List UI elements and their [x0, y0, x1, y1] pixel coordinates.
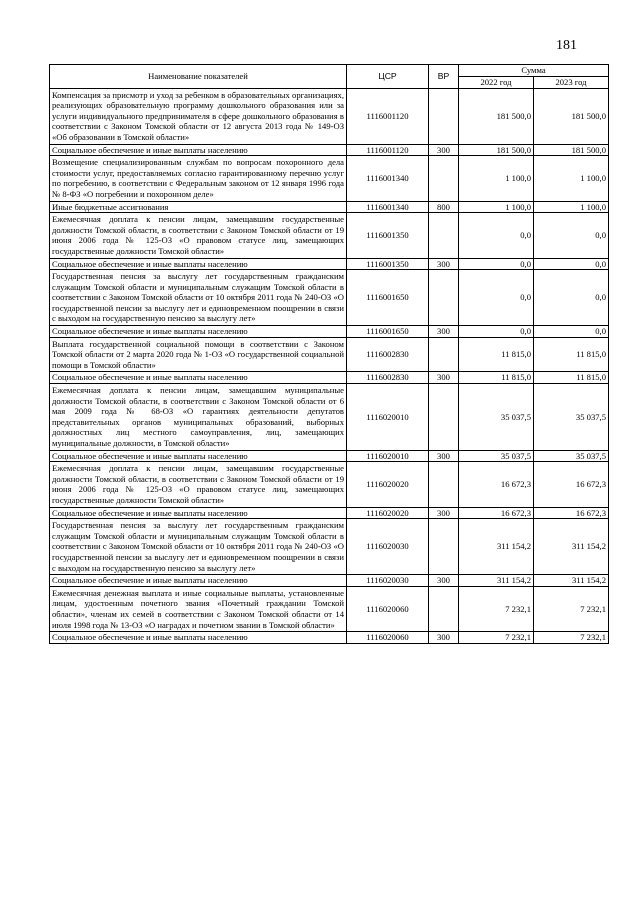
row-2023-cell: 311 154,2 [534, 575, 609, 587]
row-name-cell: Иные бюджетные ассигнования [50, 201, 347, 213]
table-row-program [50, 519, 609, 575]
row-vr-cell [429, 586, 459, 631]
row-vr-cell: 300 [429, 326, 459, 338]
row-vr-cell [429, 88, 459, 144]
row-vr-cell: 300 [429, 258, 459, 270]
row-name-cell: Государственная пенсия за выслугу лет государственным гражданским служащим Томской области и муниципальным служащим Томской области в соответствии с Законом Томской области от 10 октября 2011 года № 240-ОЗ «О государственной пенсии за выслугу лет и единовременном поощрении в связи с выходом на государственную пенсию за выслугу лет» [50, 519, 347, 575]
row-csr-cell: 1116020010 [347, 384, 429, 451]
row-2022-cell: 35 037,5 [459, 384, 534, 451]
table-row-expense-type [50, 326, 609, 338]
row-name-cell: Возмещение специализированным службам по вопросам похоронного дела стоимости услуг, предоставляемых согласно гарантированному перечню услуг по погребению, в соответствии с Федеральным законом от 12 января 1996 года № 8-ФЗ «О погребении и похоронном деле» [50, 156, 347, 201]
table-row-expense-type [50, 201, 609, 213]
row-csr-cell: 1116001650 [347, 326, 429, 338]
row-csr-cell: 1116020030 [347, 519, 429, 575]
table-row-program [50, 156, 609, 201]
row-2023-cell: 311 154,2 [534, 519, 609, 575]
row-name-cell: Социальное обеспечение и иные выплаты населению [50, 372, 347, 384]
table-row-program [50, 462, 609, 507]
row-vr-cell: 300 [429, 632, 459, 644]
header-name: Наименование показателей [50, 65, 347, 89]
row-2023-cell: 1 100,0 [534, 156, 609, 201]
row-2022-cell: 0,0 [459, 213, 534, 258]
row-2022-cell: 7 232,1 [459, 586, 534, 631]
table-row-program [50, 88, 609, 144]
row-vr-cell: 300 [429, 450, 459, 462]
row-2023-cell: 16 672,3 [534, 462, 609, 507]
table-row-program [50, 270, 609, 326]
row-2022-cell: 181 500,0 [459, 144, 534, 156]
row-2023-cell: 0,0 [534, 270, 609, 326]
row-name-cell: Социальное обеспечение и иные выплаты населению [50, 144, 347, 156]
row-name-cell: Ежемесячная доплата к пенсии лицам, замещавшим государственные должности Томской области, в соответствии с Законом Томской области от 19 июня 2006 года № 125-ОЗ «О правовом статусе лиц, замещающих государственные должности Томской области» [50, 213, 347, 258]
row-csr-cell: 1116001650 [347, 270, 429, 326]
row-vr-cell: 300 [429, 372, 459, 384]
table-row-expense-type [50, 450, 609, 462]
row-name-cell: Социальное обеспечение и иные выплаты населению [50, 575, 347, 587]
table-row-program [50, 337, 609, 372]
row-vr-cell [429, 270, 459, 326]
table-row-expense-type [50, 258, 609, 270]
page-number: 181 [556, 38, 577, 53]
row-csr-cell: 1116001350 [347, 258, 429, 270]
row-2023-cell: 181 500,0 [534, 88, 609, 144]
row-name-cell: Социальное обеспечение и иные выплаты населению [50, 450, 347, 462]
row-2022-cell: 35 037,5 [459, 450, 534, 462]
row-csr-cell: 1116020060 [347, 586, 429, 631]
row-name-cell: Социальное обеспечение и иные выплаты населению [50, 258, 347, 270]
row-name-cell: Выплата государственной социальной помощи в соответствии с Законом Томской области от 2 марта 2020 года № 1-ОЗ «О государственной социальной помощи в Томской области» [50, 337, 347, 372]
row-2023-cell: 0,0 [534, 326, 609, 338]
row-name-cell: Ежемесячная доплата к пенсии лицам, замещавшим государственные должности Томской области, в соответствии с Законом Томской области от 19 июня 2006 года № 125-ОЗ «О правовом статусе лиц, замещающих государственные должности Томской области» [50, 462, 347, 507]
table-body [50, 88, 609, 643]
row-vr-cell [429, 462, 459, 507]
row-csr-cell: 1116001120 [347, 88, 429, 144]
table-row-program [50, 586, 609, 631]
row-2022-cell: 0,0 [459, 258, 534, 270]
row-csr-cell: 1116001120 [347, 144, 429, 156]
header-sum: Сумма [459, 65, 609, 77]
row-vr-cell: 300 [429, 144, 459, 156]
row-2022-cell: 1 100,0 [459, 156, 534, 201]
table-row-expense-type [50, 144, 609, 156]
row-name-cell: Ежемесячная доплата к пенсии лицам, замещавшим муниципальные должности Томской области, в соответствии с Законом Томской области от 6 мая 2009 года № 68-ОЗ «О гарантиях деятельности депутатов представительных органов муниципальных образований, выборных должностных лиц местного самоуправления, лиц, замещающих муниципальные должности, в Томской области» [50, 384, 347, 451]
row-2022-cell: 11 815,0 [459, 372, 534, 384]
row-vr-cell: 300 [429, 575, 459, 587]
table-row-program [50, 384, 609, 451]
row-2022-cell: 7 232,1 [459, 632, 534, 644]
row-2023-cell: 35 037,5 [534, 450, 609, 462]
budget-table [49, 64, 609, 644]
row-2022-cell: 181 500,0 [459, 88, 534, 144]
row-name-cell: Государственная пенсия за выслугу лет государственным гражданским служащим Томской области и муниципальным служащим Томской области в соответствии с Законом Томской области от 10 октября 2011 года № 240-ОЗ «О государственной пенсии за выслугу лет и единовременном поощрении в связи с выходом на государственную пенсию за выслугу лет» [50, 270, 347, 326]
row-2023-cell: 11 815,0 [534, 337, 609, 372]
header-year-2022: 2022 год [459, 77, 534, 89]
table-header [50, 65, 609, 89]
row-2023-cell: 7 232,1 [534, 586, 609, 631]
row-2023-cell: 35 037,5 [534, 384, 609, 451]
row-csr-cell: 1116001350 [347, 213, 429, 258]
row-name-cell: Социальное обеспечение и иные выплаты населению [50, 507, 347, 519]
header-csr: ЦСР [347, 65, 429, 89]
row-2023-cell: 181 500,0 [534, 144, 609, 156]
row-2022-cell: 1 100,0 [459, 201, 534, 213]
row-2022-cell: 311 154,2 [459, 519, 534, 575]
table-row-expense-type [50, 507, 609, 519]
row-vr-cell [429, 384, 459, 451]
row-2023-cell: 16 672,3 [534, 507, 609, 519]
table-row-expense-type [50, 372, 609, 384]
row-2022-cell: 11 815,0 [459, 337, 534, 372]
row-2022-cell: 0,0 [459, 270, 534, 326]
row-2023-cell: 7 232,1 [534, 632, 609, 644]
row-vr-cell: 300 [429, 507, 459, 519]
row-csr-cell: 1116020010 [347, 450, 429, 462]
row-csr-cell: 1116001340 [347, 156, 429, 201]
row-csr-cell: 1116002830 [347, 337, 429, 372]
row-name-cell: Ежемесячная денежная выплата и иные социальные выплаты, установленные лицам, удостоенным почетного звания «Почетный гражданин Томской области», членам их семей в соответствии с Законом Томской области от 14 июля 1998 года № 13-ОЗ «О наградах и почетном звании в Томской области» [50, 586, 347, 631]
row-csr-cell: 1116020020 [347, 507, 429, 519]
row-2022-cell: 0,0 [459, 326, 534, 338]
row-vr-cell [429, 337, 459, 372]
row-vr-cell [429, 156, 459, 201]
row-csr-cell: 1116001340 [347, 201, 429, 213]
table-row-expense-type [50, 632, 609, 644]
row-2022-cell: 16 672,3 [459, 507, 534, 519]
row-2022-cell: 311 154,2 [459, 575, 534, 587]
row-2023-cell: 0,0 [534, 258, 609, 270]
header-year-2023: 2023 год [534, 77, 609, 89]
row-vr-cell [429, 519, 459, 575]
row-name-cell: Социальное обеспечение и иные выплаты населению [50, 632, 347, 644]
row-vr-cell: 800 [429, 201, 459, 213]
table-row-program [50, 213, 609, 258]
row-name-cell: Социальное обеспечение и иные выплаты населению [50, 326, 347, 338]
row-csr-cell: 1116020060 [347, 632, 429, 644]
row-2023-cell: 1 100,0 [534, 201, 609, 213]
row-2022-cell: 16 672,3 [459, 462, 534, 507]
header-vr: ВР [429, 65, 459, 89]
row-name-cell: Компенсация за присмотр и уход за ребенком в образовательных организациях, реализующих образовательную программу дошкольного образования или за услуги индивидуального предпринимателя в сфере дошкольного образования в соответствии с Законом Томской области от 12 августа 2013 года № 149-ОЗ «Об образовании в Томской области» [50, 88, 347, 144]
row-2023-cell: 11 815,0 [534, 372, 609, 384]
row-csr-cell: 1116020030 [347, 575, 429, 587]
table-row-expense-type [50, 575, 609, 587]
row-csr-cell: 1116020020 [347, 462, 429, 507]
row-2023-cell: 0,0 [534, 213, 609, 258]
row-vr-cell [429, 213, 459, 258]
row-csr-cell: 1116002830 [347, 372, 429, 384]
